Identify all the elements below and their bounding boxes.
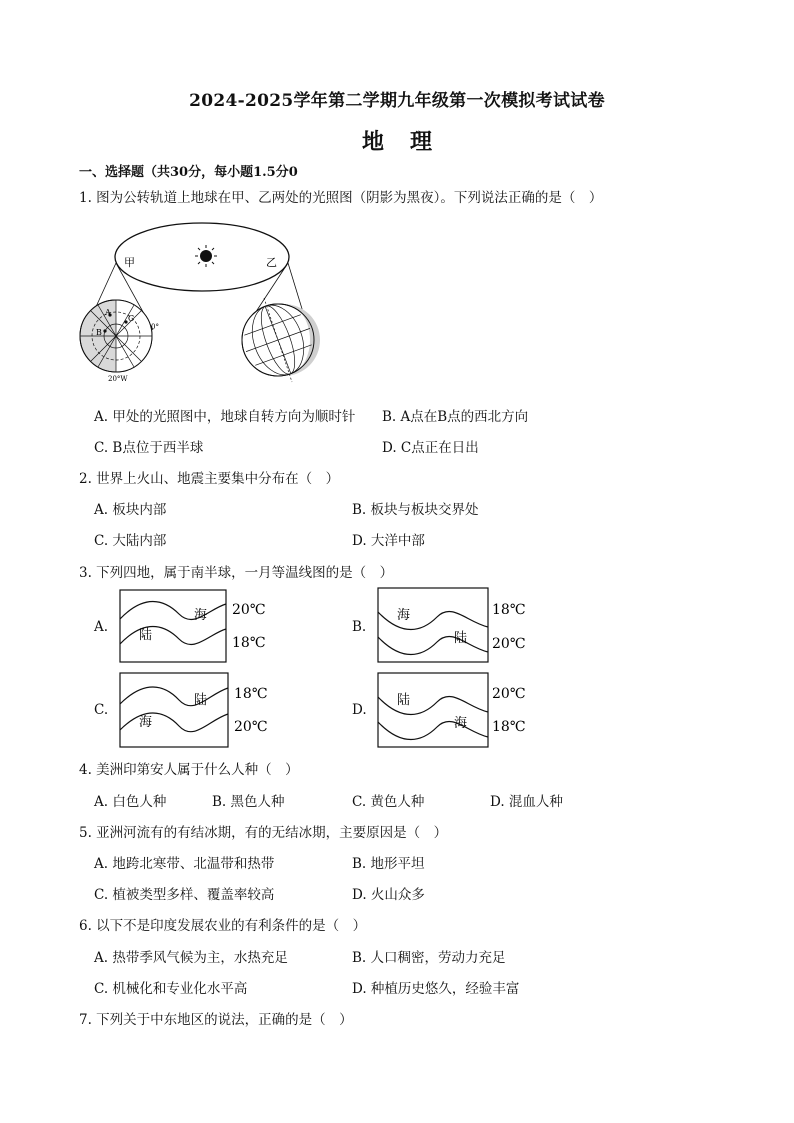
map-a-upper-temp: 20℃ — [232, 602, 266, 618]
subject-title: 地理 — [361, 129, 458, 155]
q4-option-a: A. 白色人种 — [94, 794, 167, 810]
map-c-lower-temp: 20℃ — [234, 719, 268, 735]
longitude-0-label: 0° — [151, 323, 159, 331]
q3-option-a-letter: A. — [94, 619, 109, 635]
sun-icon — [195, 245, 217, 267]
q1-option-b: B. A点在B点的西北方向 — [382, 409, 529, 425]
isotherm-map-b — [377, 587, 547, 665]
map-b-upper-temp: 18℃ — [492, 602, 526, 618]
question-7-stem: 7. 下列关于中东地区的说法，正确的是（ ） — [79, 1012, 353, 1028]
question-5-stem: 5. 亚洲河流有的有结冰期，有的无结冰期，主要原因是（ ） — [79, 825, 448, 841]
question-2-stem: 2. 世界上火山、地震主要集中分布在（ ） — [79, 471, 340, 487]
q6-option-d: D. 种植历史悠久，经验丰富 — [352, 981, 520, 997]
q1-option-a: A. 甲处的光照图中，地球自转方向为顺时针 — [94, 409, 356, 425]
q5-option-c: C. 植被类型多样、覆盖率较高 — [94, 887, 275, 903]
map-d-lower-temp: 18℃ — [492, 719, 526, 735]
map-c-sea-label: 海 — [139, 715, 153, 730]
label-yi: 乙 — [266, 256, 277, 269]
q3-option-d-letter: D. — [352, 702, 367, 718]
q2-option-b: B. 板块与板块交界处 — [352, 502, 479, 518]
section-heading: 一、选择题（共30分，每小题1.5分0 — [79, 165, 298, 180]
map-a-sea-label: 海 — [194, 608, 208, 623]
q5-option-d: D. 火山众多 — [352, 887, 425, 903]
q6-option-a: A. 热带季风气候为主，水热充足 — [94, 950, 288, 966]
map-b-land-label: 陆 — [454, 631, 468, 646]
globe-side-view — [242, 298, 320, 382]
question-3-stem: 3. 下列四地，属于南半球，一月等温线图的是（ ） — [79, 565, 394, 581]
q2-option-c: C. 大陆内部 — [94, 533, 167, 549]
q2-option-a: A. 板块内部 — [94, 502, 167, 518]
map-a-land-label: 陆 — [139, 628, 153, 643]
q1-option-c: C. B点位于西半球 — [94, 440, 204, 456]
isotherm-map-d — [377, 672, 547, 750]
figure-earth-orbit — [78, 218, 328, 388]
q4-option-b: B. 黑色人种 — [212, 794, 285, 810]
q5-option-a: A. 地跨北寒带、北温带和热带 — [94, 856, 275, 872]
point-c-label: C — [128, 314, 135, 323]
map-b-lower-temp: 20℃ — [492, 636, 526, 652]
map-a-lower-temp: 18℃ — [232, 635, 266, 651]
exam-title: 2024-2025学年第二学期九年级第一次模拟考试试卷 — [189, 91, 605, 111]
isotherm-map-c — [119, 672, 289, 750]
map-b-sea-label: 海 — [397, 608, 411, 623]
map-d-upper-temp: 20℃ — [492, 686, 526, 702]
map-c-land-label: 陆 — [194, 693, 208, 708]
q6-option-c: C. 机械化和专业化水平高 — [94, 981, 248, 997]
q1-option-d: D. C点正在日出 — [382, 440, 479, 456]
globe-polar-view — [80, 300, 159, 383]
point-b-label: B — [96, 328, 102, 337]
q2-option-d: D. 大洋中部 — [352, 533, 425, 549]
point-a-label: A — [105, 308, 111, 317]
q4-option-d: D. 混血人种 — [490, 794, 563, 810]
q6-option-b: B. 人口稠密，劳动力充足 — [352, 950, 506, 966]
map-c-upper-temp: 18℃ — [234, 686, 268, 702]
q3-option-c-letter: C. — [94, 702, 109, 718]
q3-option-b-letter: B. — [352, 619, 367, 635]
q4-option-c: C. 黄色人种 — [352, 794, 425, 810]
isotherm-map-a — [119, 589, 289, 665]
label-jia: 甲 — [124, 256, 135, 269]
longitude-20w-label: 20°W — [108, 375, 128, 383]
map-d-land-label: 陆 — [397, 693, 411, 708]
map-d-sea-label: 海 — [454, 716, 468, 731]
question-6-stem: 6. 以下不是印度发展农业的有利条件的是（ ） — [79, 918, 367, 934]
question-1-stem: 1. 图为公转轨道上地球在甲、乙两处的光照图（阴影为黑夜）。下列说法正确的是（ ） — [79, 190, 603, 206]
q5-option-b: B. 地形平坦 — [352, 856, 425, 872]
question-4-stem: 4. 美洲印第安人属于什么人种（ ） — [79, 762, 299, 778]
